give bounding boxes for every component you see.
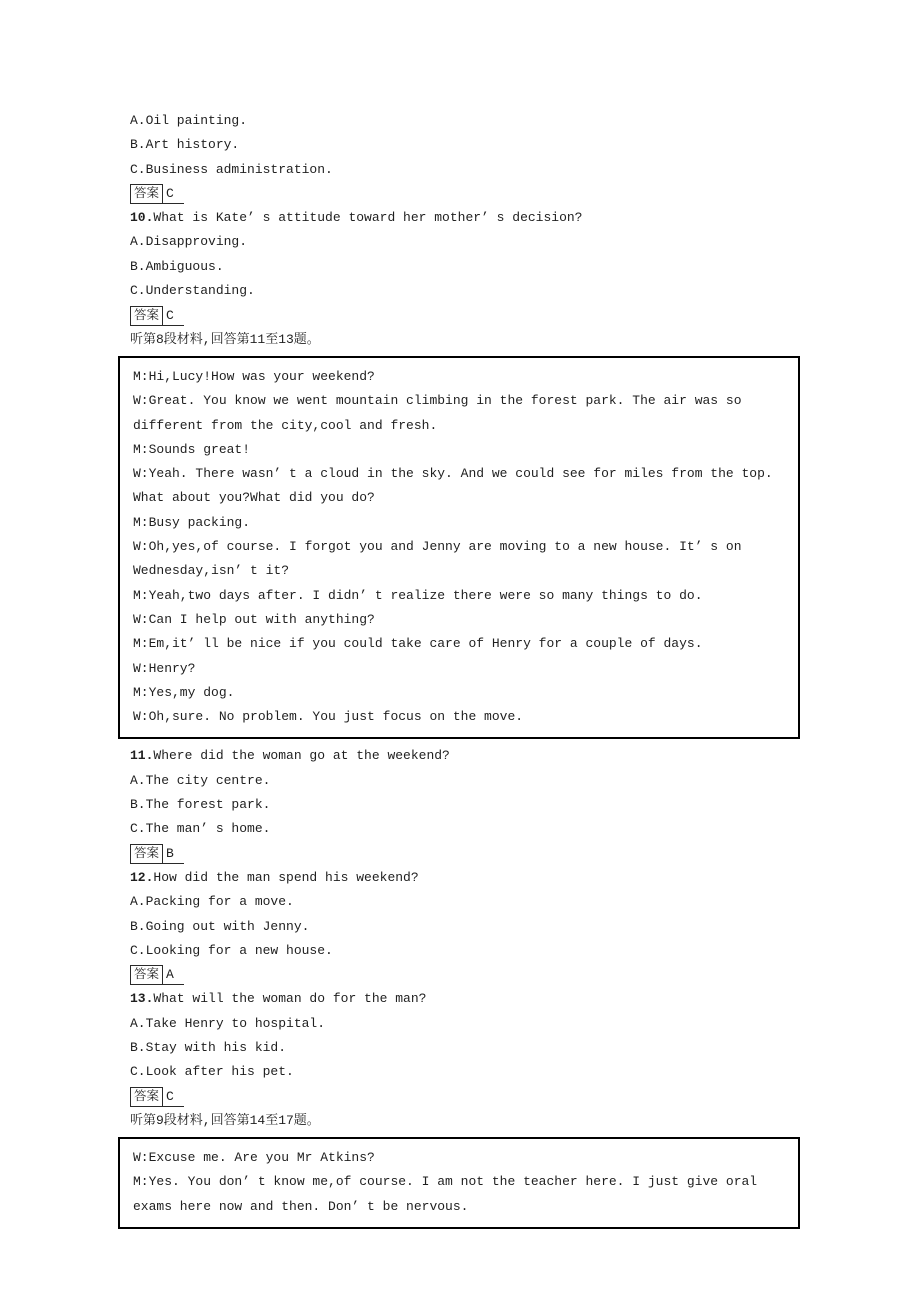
answer-badge — [130, 1087, 184, 1107]
answer-value: C — [163, 184, 184, 204]
option-line: A.The city centre. — [130, 772, 271, 788]
option-line: C.Understanding. — [130, 283, 255, 299]
dialog-line: M:Busy packing. — [133, 514, 251, 530]
answer-row — [118, 182, 810, 206]
answer-row — [118, 303, 810, 327]
option-line: A.Take Henry to hospital. — [130, 1015, 326, 1031]
answer-label: 答案 — [130, 306, 163, 326]
answer-row — [118, 842, 810, 866]
dialog-line: W:Oh,sure. No problem. You just focus on the move. — [133, 709, 524, 725]
option-line: A.Packing for a move. — [130, 894, 294, 910]
option-line: B.Going out with Jenny. — [130, 918, 310, 934]
answer-row — [118, 963, 810, 987]
answer-label: 答案 — [130, 1087, 163, 1107]
dialog-line: W:Oh,yes,of course. I forgot you and Jenny are moving to a new house. It’ s on Wednesday,isn’ t it? — [133, 539, 742, 579]
option-line: A.Disapproving. — [130, 234, 248, 250]
option-line: B.Ambiguous. — [130, 258, 224, 274]
dialog-line: M:Sounds great! — [133, 441, 251, 457]
option-line: B.The forest park. — [130, 797, 271, 813]
dialog-line: M:Em,it’ ll be nice if you could take care of Henry for a couple of days. — [133, 636, 703, 652]
answer-value: C — [163, 1087, 184, 1107]
option-line: C.Looking for a new house. — [130, 942, 333, 958]
option-line: B.Stay with his kid. — [130, 1039, 287, 1055]
answer-badge — [130, 844, 184, 864]
option-line: C.The man’ s home. — [130, 821, 271, 837]
question-number: 13. — [130, 991, 154, 1007]
question-text: What will the woman do for the man? — [153, 991, 427, 1007]
question-text: How did the man spend his weekend? — [153, 869, 419, 885]
option-line: A.Oil painting. — [130, 113, 248, 128]
dialog-box — [118, 356, 800, 739]
dialog-line: W:Henry? — [133, 660, 196, 676]
dialog-line: M:Yes. You don’ t know me,of course. I am not the teacher here. I just give oral exams here now and then. Don’ t be nervous. — [133, 1174, 758, 1214]
answer-badge — [130, 184, 184, 204]
answer-badge — [130, 965, 184, 985]
dialog-box — [118, 1137, 800, 1229]
dialog-line: M:Yes,my dog. — [133, 684, 235, 700]
question-text: Where did the woman go at the weekend? — [153, 748, 450, 764]
question-number: 12. — [130, 869, 154, 885]
question-line — [118, 744, 810, 768]
answer-row — [118, 1085, 810, 1109]
answer-value: C — [163, 306, 184, 326]
question-line — [118, 866, 810, 890]
dialog-line: M:Hi,Lucy!How was your weekend? — [133, 368, 375, 384]
listening-instruction: 听第8段材料,回答第11至13题。 — [130, 331, 320, 347]
answer-label: 答案 — [130, 965, 163, 985]
answer-value: B — [163, 844, 184, 864]
dialog-line: W:Excuse me. Are you Mr Atkins? — [133, 1150, 375, 1166]
document-content — [118, 109, 810, 1229]
listening-instruction: 听第9段材料,回答第14至17题。 — [130, 1112, 320, 1128]
option-line: B.Art history. — [130, 137, 240, 153]
option-line: C.Business administration. — [130, 161, 333, 177]
dialog-line: W:Great. You know we went mountain climbing in the forest park. The air was so different from the city,cool and fresh. — [133, 393, 742, 433]
question-text: What is Kate’ s attitude toward her mother’ s decision? — [153, 210, 583, 226]
dialog-line: W:Can I help out with anything? — [133, 611, 375, 627]
answer-badge — [130, 306, 184, 326]
question-number: 10. — [130, 210, 154, 226]
question-line — [118, 987, 810, 1011]
question-number: 11. — [130, 748, 154, 764]
dialog-line: M:Yeah,two days after. I didn’ t realize there were so many things to do. — [133, 587, 703, 603]
answer-label: 答案 — [130, 184, 163, 204]
option-line: C.Look after his pet. — [130, 1064, 294, 1080]
answer-label: 答案 — [130, 844, 163, 864]
answer-value: A — [163, 965, 184, 985]
question-line — [118, 206, 810, 230]
dialog-line: W:Yeah. There wasn’ t a cloud in the sky. And we could see for miles from the top. What about you?What did you do? — [133, 466, 773, 506]
